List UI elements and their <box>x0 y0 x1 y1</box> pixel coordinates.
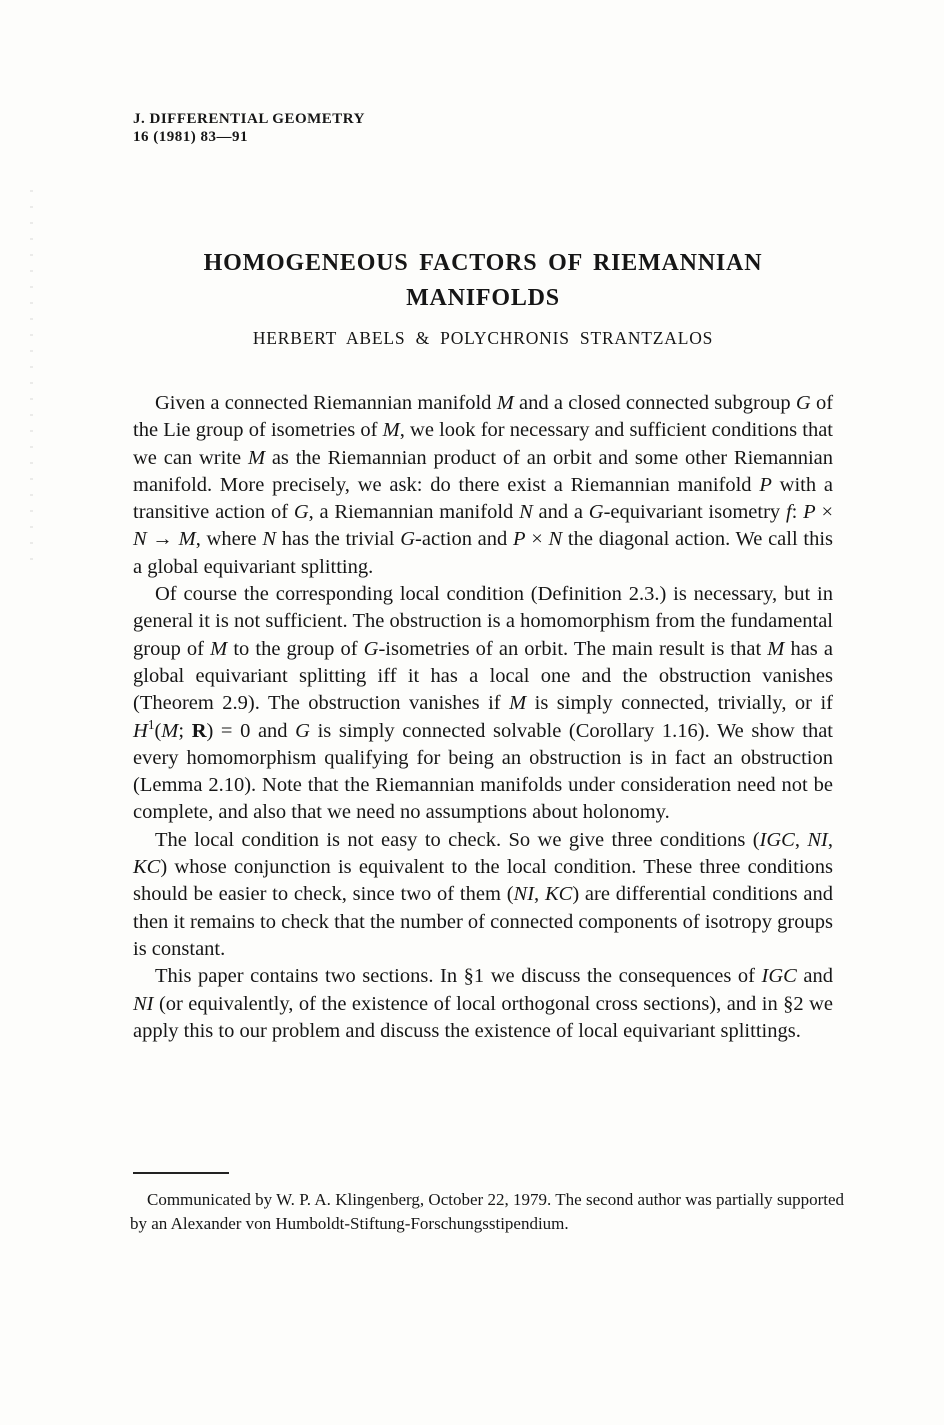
scan-artifacts <box>30 190 33 570</box>
paper-title <box>133 246 833 316</box>
journal-name: J. DIFFERENTIAL GEOMETRY <box>133 111 365 127</box>
paper-title-line-1: HOMOGENEOUS FACTORS OF RIEMANNIAN <box>203 250 763 276</box>
journal-citation: 16 (1981) 83—91 <box>133 129 248 145</box>
paragraph-3: The local condition is not easy to check. So we give three conditions (IGC, NI, KC) whose conjunction is equivalent to the local condition. These three conditions should be easier to check, since two of them (NI, KC) are differential conditions and then it remains to check that the number of connected components of isotropy groups is constant. <box>133 828 834 960</box>
paper-title-line-2: MANIFOLDS <box>406 285 560 311</box>
journal-header <box>133 110 365 146</box>
paragraph-2: Of course the corresponding local condition (Definition 2.3.) is necessary, but in general it is not sufficient. The obstruction is a homomorphism from the fundamental group of M to the group of G-isometries of an orbit. The main result is that M has a global equivariant splitting iff it has a local one and the obstruction vanishes (Theorem 2.9). The obstruction vanishes if M is simply connected, trivially, or if $H^1(M$; R) = 0 and G is simply connected solvable (Corollary 1.16). We show that every homomorphism qualifying for being an obstruction is in fact an obstruction (Lemma 2.10). Note that the Riemannian manifolds under consideration need not be complete, and also that we need no assumptions about holonomy. <box>133 583 834 824</box>
footnote <box>130 1188 844 1236</box>
authors: HERBERT ABELS & POLYCHRONIS STRANTZALOS <box>252 328 714 348</box>
paragraph-4: This paper contains two sections. In §1 we discuss the consequences of IGC and NI (or equivalently, of the existence of local orthogonal cross sections), and in §2 we apply this to our problem and discuss the existence of local equivariant splittings. <box>133 965 833 1042</box>
abstract-body <box>133 390 833 1045</box>
footnote-text: Communicated by W. P. A. Klingenberg, October 22, 1979. The second author was partially supported by an Alexander von Humboldt-Stiftung-Forschungsstipendium. <box>130 1190 844 1233</box>
paragraph-1: Given a connected Riemannian manifold M and a closed connected subgroup G of the Lie group of isometries of M, we look for necessary and sufficient conditions that we can write M as the Riemannian product of an orbit and some other Riemannian manifold. More precisely, we ask: do there exist a Riemannian manifold P with a transitive action of G, a Riemannian manifold N and a G-equivariant isometry f: P × N → M, where N has the trivial G-action and P × N the diagonal action. We call this a global equivariant splitting. <box>133 392 834 578</box>
footnote-rule <box>133 1172 229 1174</box>
